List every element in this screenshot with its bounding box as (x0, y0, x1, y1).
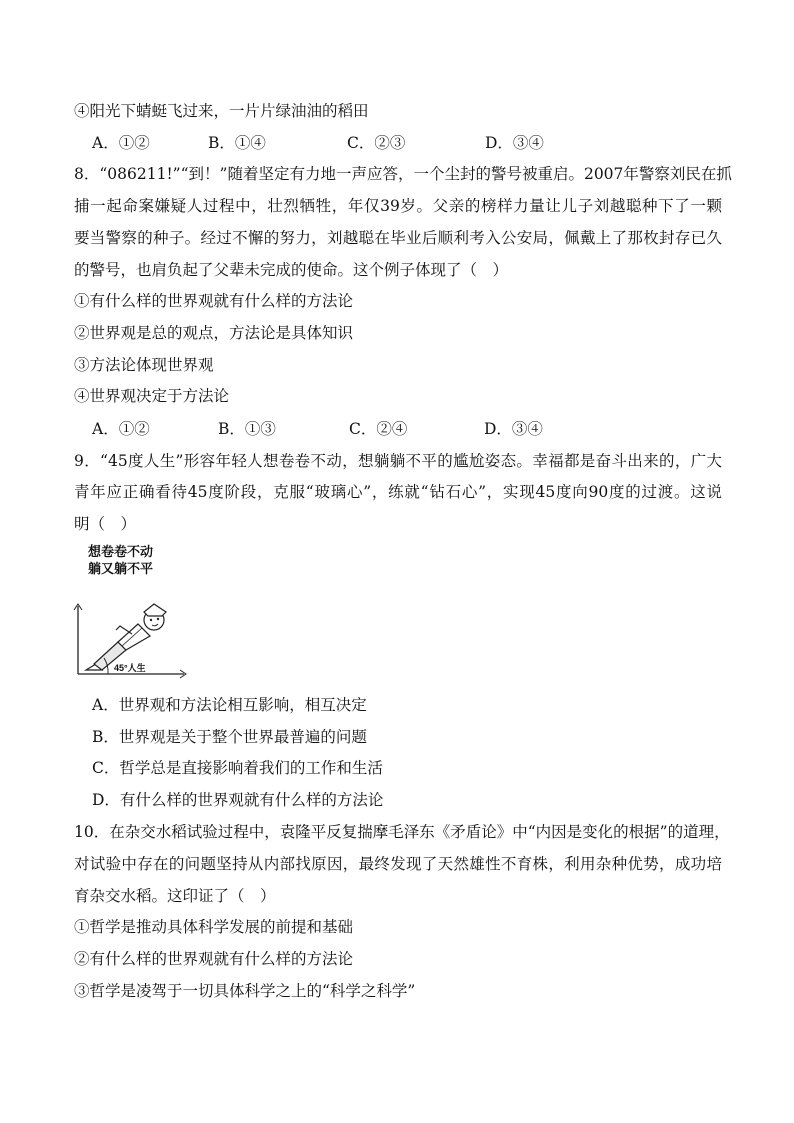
figure-angle-label: 45°人生 (114, 663, 146, 673)
figure-caption-2: 躺又躺不平 (88, 561, 154, 576)
figure-caption-1: 想卷卷不动 (88, 544, 154, 559)
q8-stem-line-1: 8．“086211!”“到！”随着坚定有力地一声应答，一个尘封的警号被重启。2007年警察刘民在抓 (74, 165, 732, 183)
q8-stem-line-2: 捕一起命案嫌疑人过程中，壮烈牺牲，年仅39岁。父亲的榜样力量让儿子刘越聪种下了一颗 (74, 197, 722, 215)
q10-stem-line-3: 育杂交水稻。这印证了（ ） (74, 887, 276, 905)
q9-option-d: D．有什么样的世界观就有什么样的方法论 (92, 791, 384, 809)
q10-item-2: ②有什么样的世界观就有什么样的方法论 (74, 950, 354, 968)
q7-item-4: ④阳光下蜻蜓飞过来，一片片绿油油的稻田 (74, 102, 369, 120)
q8-stem-line-4: 的警号，也肩负起了父辈未完成的使命。这个例子体现了（ ） (74, 261, 509, 279)
q7-option-c: C．②③ (347, 134, 406, 152)
q10-item-1: ①哲学是推动具体科学发展的前提和基础 (74, 918, 354, 936)
q9-stem-line-3: 明（ ） (74, 515, 137, 533)
q8-option-a: A．①② (92, 420, 150, 438)
q9-option-c: C．哲学总是直接影响着我们的工作和生活 (92, 759, 383, 777)
q8-option-c: C．②④ (349, 420, 408, 438)
q8-stem-line-3: 要当警察的种子。经过不懈的努力，刘越聪在毕业后顺利考入公安局，佩戴上了那枚封存已久 (74, 229, 722, 247)
q8-item-1: ①有什么样的世界观就有什么样的方法论 (74, 292, 354, 310)
q8-option-d: D．③④ (484, 420, 543, 438)
q7-option-b: B．①④ (208, 134, 266, 152)
q8-item-2: ②世界观是总的观点，方法论是具体知识 (74, 324, 354, 342)
q10-item-3: ③哲学是凌驾于一切具体科学之上的“科学之科学” (74, 982, 416, 1000)
q8-item-4: ④世界观决定于方法论 (74, 387, 230, 405)
q9-figure (72, 542, 192, 687)
q10-stem-line-1: 10．在杂交水稻试验过程中，袁隆平反复揣摩毛泽东《矛盾论》中“内因是变化的根据”的道理， (74, 823, 730, 841)
q9-option-b: B．世界观是关于整个世界最普遍的问题 (92, 728, 367, 746)
q7-option-d: D．③④ (485, 134, 544, 152)
q8-item-3: ③方法论体现世界观 (74, 356, 214, 374)
q9-stem-line-2: 青年应正确看待45度阶段，克服“玻璃心”，练就“钻石心”，实现45度向90度的过渡。这说 (74, 483, 722, 501)
figure-45-degree-life (72, 542, 192, 687)
leaning-person-icon (86, 604, 166, 670)
q9-stem-line-1: 9．“45度人生”形容年轻人想卷卷不动，想躺躺不平的尴尬姿态。幸福都是奋斗出来的，广大 (74, 452, 722, 470)
q7-option-a: A．①② (92, 134, 150, 152)
q9-option-a: A．世界观和方法论相互影响，相互决定 (92, 696, 367, 714)
q8-option-b: B．①③ (218, 420, 276, 438)
q10-stem-line-2: 对试验中存在的问题坚持从内部找原因，最终发现了天然雄性不育株，利用杂种优势，成功培 (74, 855, 722, 873)
